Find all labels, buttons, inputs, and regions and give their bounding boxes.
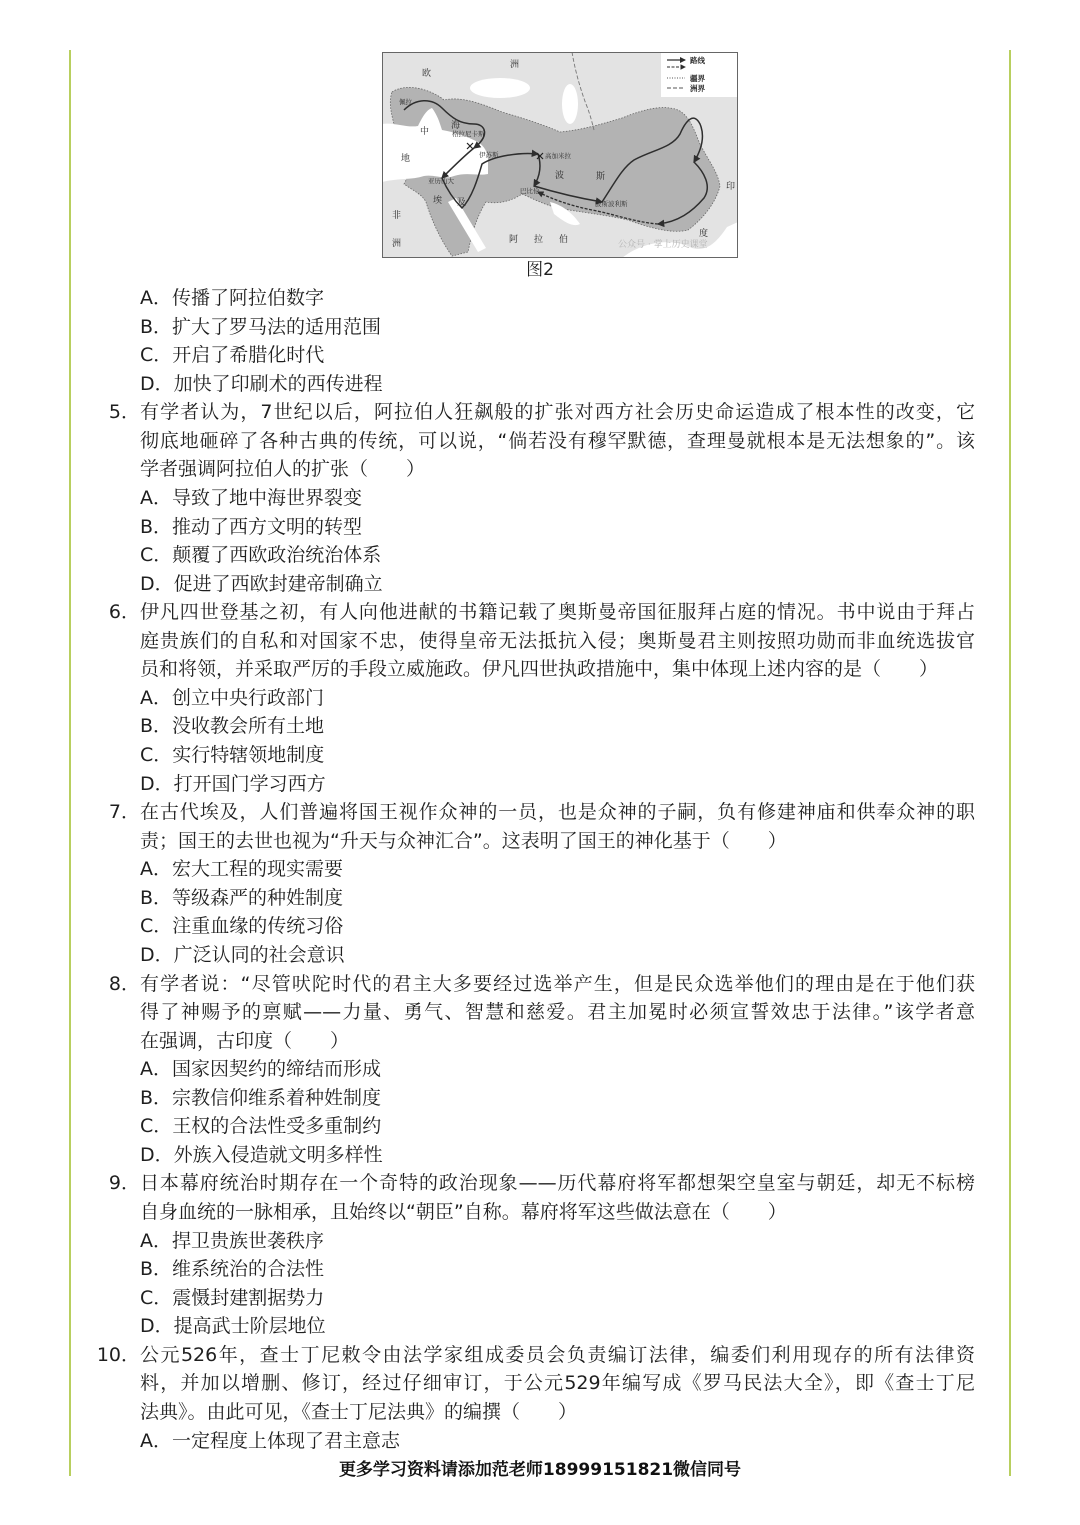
question-7-option-d (140, 941, 975, 970)
option-text: D．外族入侵造就文明多样性 (140, 1143, 383, 1166)
figure-caption: 图2 (526, 260, 554, 280)
map-legend (661, 53, 737, 97)
question-5-stem-line-1 (108, 398, 975, 427)
option-text: B．没收教会所有土地 (140, 715, 325, 738)
question-number: 8． (108, 972, 140, 995)
label-mediterranean-2: 中 (420, 127, 430, 137)
option-text: A．宏大工程的现实需要 (140, 858, 343, 881)
question-8-stem-line-3 (140, 1027, 975, 1056)
question-6-option-c (140, 741, 975, 770)
question-5-stem-line-2 (140, 427, 975, 456)
label-africa-2: 洲 (392, 239, 402, 249)
stem-text: 得了神赐予的禀赋——力量、勇气、智慧和慈爱。君主加冕时必须宣誓效忠于法律。”该学者意 (140, 1001, 975, 1024)
label-arabia-3: 伯 (559, 235, 569, 245)
question-6-stem-line-2 (140, 627, 975, 656)
label-egypt-2: 及 (457, 198, 467, 208)
question-10-option-a (140, 1427, 975, 1456)
label-europe-2: 洲 (510, 60, 520, 70)
label-issus: 伊苏斯 (479, 151, 499, 159)
label-granicus: 格拉尼卡斯 (452, 130, 485, 138)
question-7-stem-line-2 (140, 827, 975, 856)
label-africa-1: 非 (392, 211, 402, 221)
campaign-route-map (382, 52, 738, 258)
label-europe-1: 欧 (422, 69, 432, 79)
map-watermark: 公众号 · 掌上历史课堂 (618, 240, 708, 250)
question-5-option-b (140, 513, 975, 542)
option-text: C．震慑封建割据势力 (140, 1286, 325, 1309)
stem-text: 责；国王的去世也视为“升天与众神汇合”。这表明了国王的神化基于（ ） (140, 829, 787, 852)
label-mediterranean-3: 海 (451, 121, 461, 131)
option-text: C．颠覆了西欧政治统治体系 (140, 544, 382, 567)
question-10-stem-line-2 (140, 1369, 975, 1398)
label-india-1: 印 (726, 182, 736, 192)
question-7-option-a (140, 855, 975, 884)
black-sea (470, 78, 530, 98)
option-text: A．国家因契约的缔结而形成 (140, 1058, 381, 1081)
question-number: 10． (96, 1343, 140, 1366)
label-persia-1: 波 (555, 171, 565, 181)
option-text: D．促进了西欧封建帝制确立 (140, 572, 383, 595)
footer-contact-note: 更多学习资料请添加范老师18999151821微信同号 (338, 1460, 742, 1480)
question-7-option-c (140, 912, 975, 941)
question-4-option-c (140, 341, 975, 370)
option-text: A．捍卫贵族世袭秩序 (140, 1229, 324, 1252)
option-text: B．等级森严的种姓制度 (140, 886, 344, 909)
question-8-option-a (140, 1055, 975, 1084)
stem-text: 自身血统的一脉相承，且始终以“朝臣”自称。幕府将军这些做法意在（ ） (140, 1201, 787, 1223)
question-9-option-d (140, 1312, 975, 1341)
option-text: C．王权的合法性受多重制约 (140, 1115, 382, 1138)
stem-text: 伊凡四世登基之初，有人向他进献的书籍记载了奥斯曼帝国征服拜占庭的情况。书中说由于拜占 (140, 601, 975, 624)
question-9-option-c (140, 1284, 975, 1313)
option-text: B．扩大了罗马法的适用范围 (140, 315, 382, 338)
question-5-stem-line-3 (140, 455, 975, 484)
legend-route-label: 路线 (690, 56, 705, 65)
option-text: D．广泛认同的社会意识 (140, 943, 345, 966)
question-10-stem-line-1 (96, 1341, 975, 1370)
stem-text: 彻底地砸碎了各种古典的传统，可以说，“倘若没有穆罕默德，查理曼就根本是无法想象的”。该 (140, 429, 975, 452)
question-8-stem-line-2 (140, 998, 975, 1027)
question-list (0, 284, 1080, 1455)
question-10-stem-line-3 (140, 1398, 975, 1427)
question-9-stem-line-2 (140, 1198, 975, 1227)
question-5-option-a (140, 484, 975, 513)
question-number: 7． (108, 801, 140, 824)
question-6-option-a (140, 684, 975, 713)
question-number: 9． (108, 1172, 140, 1195)
option-text: D．提高武士阶层地位 (140, 1315, 326, 1338)
stem-text: 料，并加以增删、修订，经过仔细审订，于公元529年编写成《罗马民法大全》，即《查士丁尼 (140, 1372, 975, 1395)
stem-text: 法典》。由此可见，《查士丁尼法典》的编撰（ ） (140, 1400, 578, 1423)
stem-text: 在强调，古印度（ ） (140, 1029, 350, 1052)
question-7-option-b (140, 884, 975, 913)
option-text: C．开启了希腊化时代 (140, 344, 325, 367)
stem-text: 有学者认为，7世纪以后，阿拉伯人狂飙般的扩张对西方社会历史命运造成了根本性的改变，它 (140, 401, 975, 424)
label-persia-2: 斯 (596, 172, 606, 182)
label-alexandria: 亚历山大 (428, 177, 454, 185)
option-text: D．打开国门学习西方 (140, 772, 326, 795)
label-babylon: 巴比伦 (520, 187, 540, 195)
legend-border-label: 疆界 (690, 74, 705, 83)
label-gaugamela: 高加米拉 (545, 152, 571, 160)
option-text: C．注重血缘的传统习俗 (140, 915, 344, 938)
option-text: C．实行特辖领地制度 (140, 744, 325, 766)
question-5-option-c (140, 541, 975, 570)
option-text: D．加快了印刷术的西传进程 (140, 372, 383, 395)
question-9-stem-line-1 (108, 1169, 975, 1198)
option-text: B．维系统治的合法性 (140, 1258, 325, 1281)
option-text: B．推动了西方文明的转型 (140, 515, 363, 538)
question-number: 5． (108, 401, 140, 424)
option-text: A．导致了地中海世界裂变 (140, 486, 362, 509)
label-mediterranean-1: 地 (401, 154, 411, 164)
stem-text: 庭贵族们的自私和对国家不忠，使得皇帝无法抵抗入侵；奥斯曼君主则按照功勋而非血统选拔官 (140, 629, 975, 652)
label-pella: 佩拉 (399, 98, 412, 106)
option-text: B．宗教信仰维系着种姓制度 (140, 1086, 382, 1109)
question-7-stem-line-1 (108, 798, 975, 827)
label-egypt-1: 埃 (433, 196, 443, 206)
stem-text: 公元526年，查士丁尼敕令由法学家组成委员会负责编订法律，编委们利用现存的所有法律资 (140, 1343, 975, 1366)
question-6-stem-line-1 (108, 598, 975, 627)
question-8-option-c (140, 1112, 975, 1141)
stem-text: 日本幕府统治时期存在一个奇特的政治现象——历代幕府将军都想架空皇室与朝廷，却无不标榜 (140, 1172, 975, 1195)
question-number: 6． (108, 601, 140, 624)
option-text: A．传播了阿拉伯数字 (140, 287, 324, 309)
question-6-stem-line-3 (140, 655, 975, 684)
question-8-option-d (140, 1141, 975, 1170)
stem-text: 学者强调阿拉伯人的扩张（ ） (140, 458, 426, 481)
option-text: A．创立中央行政部门 (140, 686, 324, 709)
legend-continent-label: 洲界 (690, 84, 705, 93)
question-4-option-b (140, 313, 975, 342)
label-persepolis: 波斯波利斯 (595, 200, 628, 208)
label-arabia-2: 拉 (534, 235, 544, 245)
question-8-option-b (140, 1084, 975, 1113)
question-6-option-b (140, 712, 975, 741)
stem-text: 有学者说：“尽管吠陀时代的君主大多要经过选举产生，但是民众选举他们的理由是在于他们获 (140, 972, 975, 995)
label-india-2: 度 (699, 229, 709, 239)
question-4-option-d (140, 370, 975, 399)
question-6-option-d (140, 770, 975, 799)
question-5-option-d (140, 570, 975, 599)
stem-text: 在古代埃及，人们普遍将国王视作众神的一员，也是众神的子嗣，负有修建神庙和供奉众神的职 (140, 801, 975, 824)
question-9-option-b (140, 1255, 975, 1284)
caspian-sea (562, 84, 578, 124)
question-4-option-a (140, 284, 975, 313)
question-8-stem-line-1 (108, 970, 975, 999)
question-9-option-a (140, 1227, 975, 1256)
stem-text: 员和将领，并采取严厉的手段立威施政。伊凡四世执政措施中，集中体现上述内容的是（ ） (140, 658, 939, 681)
option-text: A．一定程度上体现了君主意志 (140, 1429, 400, 1452)
label-arabia-1: 阿 (509, 235, 519, 245)
